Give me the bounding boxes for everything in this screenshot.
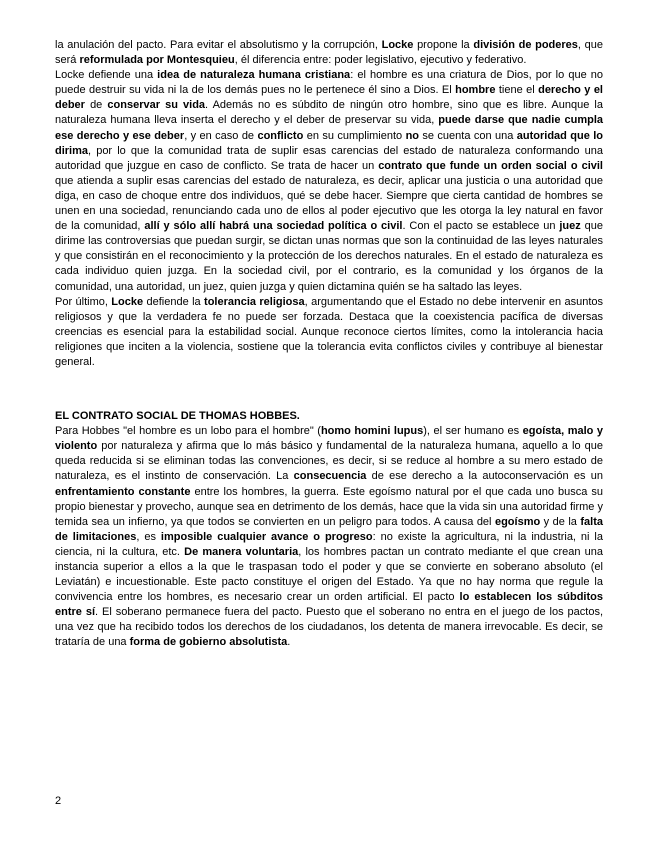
text-run: : el hombre es una criatura de Dios, por lo que no puede destruir su vida ni la de los demás pues no le pertenece él sino a Dios. El [55,69,604,97]
page-number: 2 [55,795,62,807]
bold-text: conservar su vida [107,99,206,112]
text-run: . [287,636,291,649]
text-run: . Con el pacto se establece un [402,220,560,233]
bold-text: allí y sólo allí habrá una sociedad política o civil [144,220,403,233]
bold-text: juez [559,220,581,233]
text-run: propone la [413,39,474,51]
bold-text: consecuencia [293,470,367,483]
bold-text: Locke [111,295,144,308]
hobbes-paragraph-1 [55,424,603,650]
text-run: en su cumplimiento [303,129,406,142]
text-run: , por lo que la comunidad trata de suplir esas carencias del estado de naturaleza conformando una autoridad que juzgue en caso de conflicto. Se trata de hacer un [55,144,603,172]
bold-text: puede darse que nadie cumpla ese derecho y ese deber [55,114,603,142]
text-run: de [84,99,108,112]
bold-text: Locke [381,39,414,51]
bold-text: no [405,129,420,142]
text-run: se cuenta con una [419,129,517,142]
text-run: , él diferencia entre: poder legislativo, ejecutivo y federativo. [234,54,527,67]
text-run: . El soberano permanece fuera del pacto. Puesto que el soberano no entra en el juego de los pactos, una vez que ha recibido todos los derechos de los ciudadanos, los detenta de manera irrevocable. Es decir, se trataría de una [55,606,603,649]
text-run: entre los hombres, la guerra. Este egoísmo natural por el que cada uno busca su propio bienestar y provecho, aunque sea en detrimento de los demás, hace que la vida sin una autoridad firme y temida sea un infierno, ya que todos se convierten en un peligro para todos. A causa del [55,485,603,528]
bold-text: contrato que funde un orden social o civil [378,159,603,172]
bold-text: imposible cualquier avance o progreso [160,530,373,543]
text-run: defiende la [143,295,205,308]
text-run: que dirime las controversias que puedan surgir, se dictan unas normas que son la continuidad de las leyes naturales y que consistirán en el reconocimiento y la protección de los derechos naturales. En el estado de naturaleza es cada individuo quien juzga. En la sociedad civil, por el contrario, es la comunidad y los órganos de la comunidad, una autoridad, un juez, quien juzga y quien dictamina quién se ha saltado las leyes. [55,220,603,293]
text-run: la anulación del pacto. Para evitar el absolutismo y la corrupción, [55,39,382,51]
bold-text: autoridad que lo dirima [55,129,604,157]
text-run: , argumentando que el Estado no debe intervenir en asuntos religiosos y que la verdadera fe no puede ser forzada. Destaca que la coexistencia pacífica de diversas creencias es esencial para la estabilidad social. Aunque reconoce ciertos límites, como la intolerancia hacia religiones que inciten a la violencia, sostiene que la tolerancia evita conflictos civiles y contribuye al bienestar general. [55,295,604,368]
text-run: , es [136,530,161,543]
bold-text: lo establecen los súbditos entre sí [55,591,603,619]
bold-text: falta de limitaciones [55,515,603,543]
bold-text: egoísta, malo y violento [55,425,603,453]
text-run: . Además no es súbdito de ningún otro hombre, sino que es libre. Aunque la naturaleza humana lleva inserta el derecho y el deber de preservar su vida, [55,99,603,127]
text-run: Por último, [55,295,112,308]
text-run: , que será [55,39,603,67]
bold-text: homo homini lupus [320,425,424,438]
text-run: de ese derecho a la autoconservación es un [366,470,603,483]
bold-text: egoísmo [494,515,541,528]
bold-text: conflicto [257,129,304,142]
text-run: que atienda a suplir esas carencias del estado de naturaleza, es decir, aplicar una justicia o una autoridad que diga, en caso de choque entre dos individuos, qué se debe hacer. Siempre que cierta cantidad de hombres se unen en una sociedad, renunciando cada uno de ellos al poder ejecutivo que les otorga la ley natural en favor de la comunidad, [55,174,603,233]
locke-paragraph-3 [55,295,603,370]
text-run: : no existe la agricultura, ni la industria, ni la ciencia, ni la cultura, etc. [55,530,603,558]
bold-text: reformulada por Montesquieu [79,54,235,67]
text-run: y de la [540,515,581,528]
bold-text: división de poderes [473,39,578,51]
section-gap [55,370,603,409]
bold-text: idea de naturaleza humana cristiana [157,69,351,82]
document-body [55,38,603,651]
text-run: por naturaleza y afirma que lo más básico y fundamental de la naturaleza humana, aquello a lo que queda reducida si se eliminan todas las convenciones, es decir, si se reduce al hombre a su mero estado de naturaleza, es el instinto de conservación. La [55,440,603,483]
text-run: Locke defiende una [55,69,158,82]
bold-text: forma de gobierno absolutista [129,636,288,649]
text-run: Para Hobbes "el hombre es un lobo para el hombre" ( [55,425,321,438]
locke-paragraph-2 [55,68,603,294]
text-run: ), el ser humano es [423,425,523,438]
text-run: , los hombres pactan un contrato mediante el que crean una instancia superior a ellos a la que le traspasan todo el poder y que se convierte en soberano absoluto (el Leviatán) e incuestionable. Este pacto constituye el origen del Estado. Ya que no hay norma que regule la convivencia entre los hombres, es necesario crear un orden artificial. El pacto [55,545,603,604]
bold-text: enfrentamiento constante [55,485,191,498]
bold-text: derecho y el deber [55,84,603,112]
locke-paragraph-1 [55,38,603,68]
bold-text: hombre [455,84,496,97]
text-run: , y en caso de [184,129,258,142]
bold-text: tolerancia religiosa [204,295,305,308]
bold-text: De manera voluntaria [184,545,299,558]
hobbes-heading: EL CONTRATO SOCIAL DE THOMAS HOBBES. [55,410,300,423]
text-run: tiene el [495,84,539,97]
